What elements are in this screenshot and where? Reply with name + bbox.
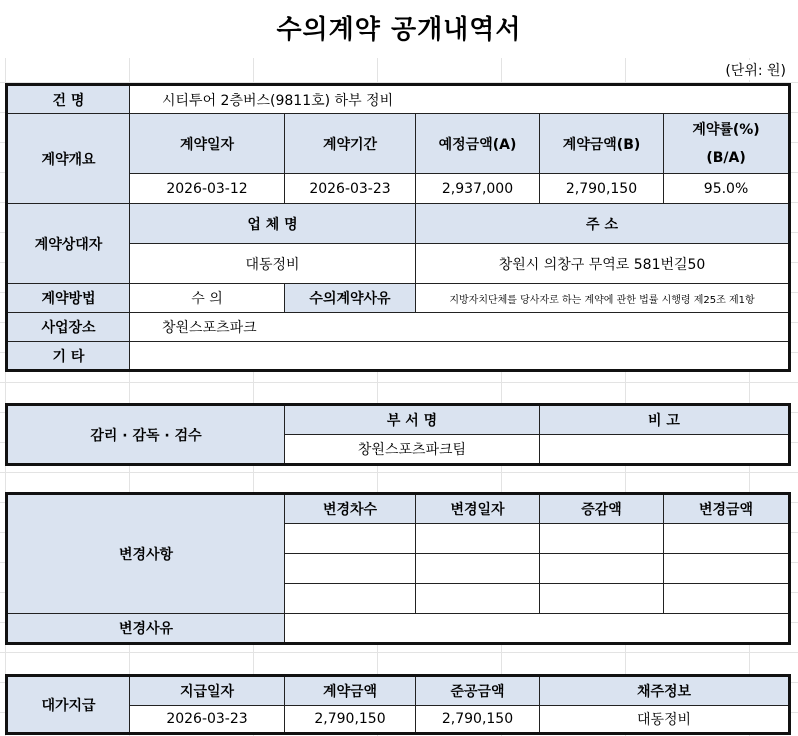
unit-note: (단위: 원) <box>721 60 786 80</box>
header-change-date: 변경일자 <box>416 494 540 524</box>
address-header: 주 소 <box>416 204 790 244</box>
change-cell <box>540 584 664 614</box>
address-value: 창원시 의창구 무역로 581번길50 <box>416 244 790 284</box>
name-value: 시티투어 2층버스(9811호) 하부 정비 <box>130 85 790 114</box>
page-title: 수의계약 공개내역서 <box>0 8 798 52</box>
value-contract-rate: 95.0% <box>664 174 790 204</box>
change-cell <box>416 554 540 584</box>
value-planned-amount: 2,937,000 <box>416 174 540 204</box>
payment-table <box>5 674 791 735</box>
header-contract-rate <box>664 114 790 174</box>
header-change-amount: 변경금액 <box>664 494 790 524</box>
value-completion-amount: 2,790,150 <box>416 706 540 734</box>
dept-header: 부 서 명 <box>285 405 540 435</box>
company-header: 업 체 명 <box>130 204 416 244</box>
change-cell <box>540 554 664 584</box>
change-cell <box>540 524 664 554</box>
supervision-table <box>5 403 791 466</box>
header-contract-date: 계약일자 <box>130 114 285 174</box>
site-value: 창원스포츠파크 <box>130 313 790 342</box>
change-cell <box>416 524 540 554</box>
reason-label: 수의계약사유 <box>285 284 416 313</box>
header-pay-contract-amount: 계약금액 <box>285 676 416 706</box>
value-contract-amount: 2,790,150 <box>540 174 664 204</box>
value-pay-date: 2026-03-23 <box>130 706 285 734</box>
overview-label: 계약개요 <box>7 114 130 204</box>
value-creditor-info: 대동정비 <box>540 706 790 734</box>
header-pay-date: 지급일자 <box>130 676 285 706</box>
change-cell <box>285 524 416 554</box>
header-change-diff: 증감액 <box>540 494 664 524</box>
header-creditor-info: 채주정보 <box>540 676 790 706</box>
changes-label: 변경사항 <box>7 494 285 614</box>
change-cell <box>285 554 416 584</box>
method-label: 계약방법 <box>7 284 130 313</box>
change-reason-value <box>285 614 790 644</box>
header-planned-amount: 예정금액(A) <box>416 114 540 174</box>
etc-label: 기 타 <box>7 342 130 371</box>
change-cell <box>664 584 790 614</box>
header-completion-amount: 준공금액 <box>416 676 540 706</box>
site-label: 사업장소 <box>7 313 130 342</box>
party-label: 계약상대자 <box>7 204 130 284</box>
header-contract-amount: 계약금액(B) <box>540 114 664 174</box>
payment-label: 대가지급 <box>7 676 130 734</box>
change-cell <box>285 584 416 614</box>
rate-label: 계약률(%) <box>692 121 760 138</box>
value-pay-contract-amount: 2,790,150 <box>285 706 416 734</box>
header-contract-period: 계약기간 <box>285 114 416 174</box>
change-cell <box>664 524 790 554</box>
changes-table <box>5 492 791 645</box>
header-change-number: 변경차수 <box>285 494 416 524</box>
name-label: 건 명 <box>7 85 130 114</box>
change-cell <box>416 584 540 614</box>
dept-value: 창원스포츠파크팀 <box>285 435 540 465</box>
method-value: 수 의 <box>130 284 285 313</box>
contract-table <box>5 83 791 372</box>
note-value <box>540 435 790 465</box>
rate-sub: (B/A) <box>706 149 746 166</box>
change-reason-label: 변경사유 <box>7 614 285 644</box>
note-header: 비 고 <box>540 405 790 435</box>
value-contract-period: 2026-03-23 <box>285 174 416 204</box>
supervision-label: 감리 · 감독 · 검수 <box>7 405 285 465</box>
change-cell <box>664 554 790 584</box>
etc-value <box>130 342 790 371</box>
reason-value: 지방자치단체를 당사자로 하는 계약에 관한 법률 시행령 제25조 제1항 <box>416 284 790 313</box>
value-contract-date: 2026-03-12 <box>130 174 285 204</box>
company-value: 대동정비 <box>130 244 416 284</box>
